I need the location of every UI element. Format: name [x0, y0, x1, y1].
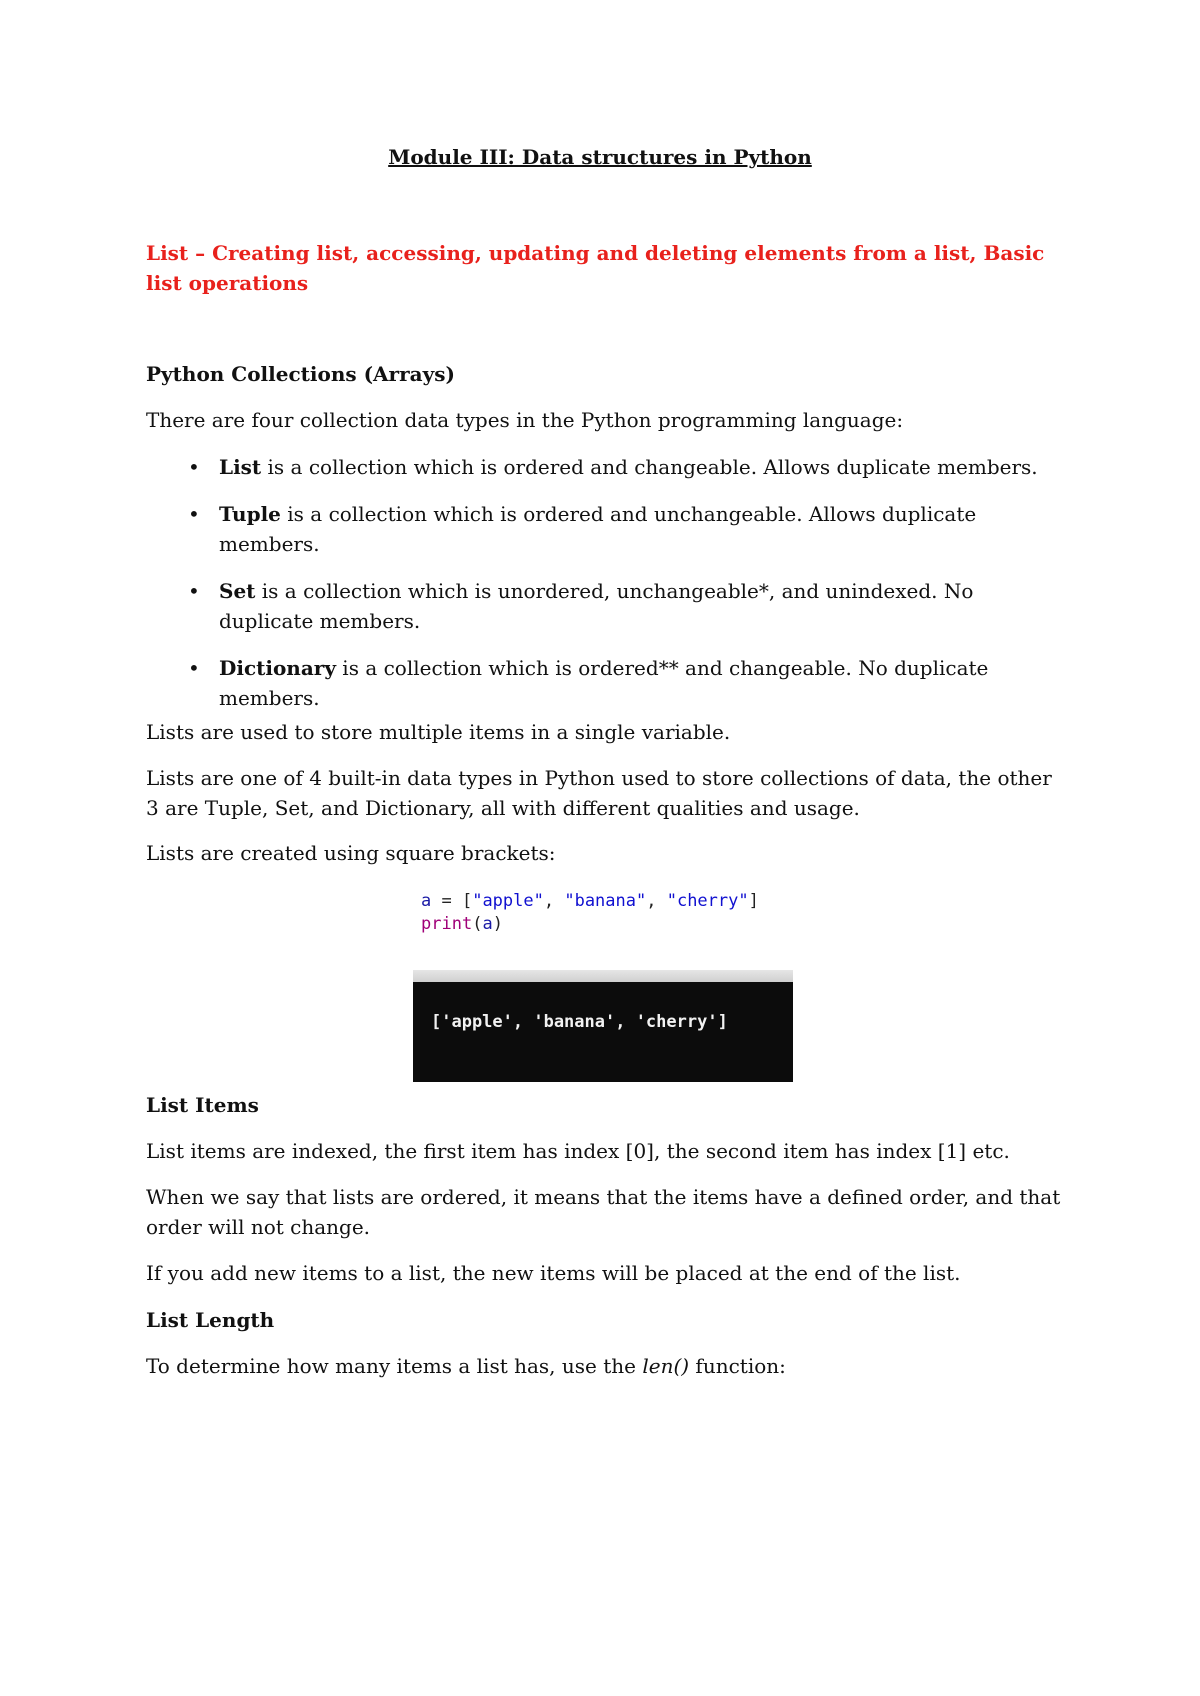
list-item	[146, 576, 1066, 636]
len-function: len()	[642, 1354, 690, 1378]
console-output-text: ['apple', 'banana', 'cherry']	[431, 1012, 728, 1032]
lists-paragraph-2: Lists are one of 4 built-in data types in Python used to store collections of data, the other 3 are Tuple, Set, and Dictionary, all with different qualities and usage.	[146, 766, 1052, 820]
bullet-icon: •	[188, 656, 200, 680]
bullet-icon: •	[188, 455, 200, 479]
list-length-paragraph: To determine how many items a list has, use the len() function:	[146, 1354, 786, 1378]
item-text: is a collection which is unordered, unchangeable*, and unindexed. No duplicate members.	[219, 579, 974, 633]
item-text: is a collection which is ordered** and changeable. No duplicate members.	[219, 656, 989, 710]
collections-heading: Python Collections (Arrays)	[146, 362, 455, 386]
item-name: Dictionary	[219, 656, 336, 680]
list-length-heading: List Length	[146, 1308, 275, 1332]
console-output	[413, 982, 793, 1082]
lists-paragraph-3: Lists are created using square brackets:	[146, 841, 556, 865]
list-items-paragraph-3: If you add new items to a list, the new items will be placed at the end of the list.	[146, 1261, 961, 1285]
list-items-heading: List Items	[146, 1093, 259, 1117]
list-items-paragraph-1: List items are indexed, the first item has index [0], the second item has index [1] etc.	[146, 1139, 1010, 1163]
bullet-icon: •	[188, 579, 200, 603]
item-name: Tuple	[219, 502, 281, 526]
item-name: List	[219, 455, 262, 479]
divider	[413, 970, 793, 982]
item-name: Set	[219, 579, 256, 603]
item-text: is a collection which is ordered and changeable. Allows duplicate members.	[261, 455, 1038, 479]
collections-intro: There are four collection data types in the Python programming language:	[146, 408, 904, 432]
collections-list	[146, 452, 1066, 730]
list-item	[146, 452, 1066, 482]
item-text: is a collection which is ordered and unchangeable. Allows duplicate members.	[219, 502, 977, 556]
lists-paragraph-1: Lists are used to store multiple items in a single variable.	[146, 720, 731, 744]
page-title: Module III: Data structures in Python	[388, 145, 812, 169]
bullet-icon: •	[188, 502, 200, 526]
code-snippet: a = ["apple", "banana", "cherry"] print(a)	[421, 891, 759, 934]
code-example-image	[413, 882, 793, 1082]
list-item	[146, 499, 1066, 559]
list-items-paragraph-2: When we say that lists are ordered, it means that the items have a defined order, and that order will not change.	[146, 1185, 1061, 1239]
list-item	[146, 653, 1066, 713]
topic-heading: List – Creating list, accessing, updating and deleting elements from a list, Basic list operations	[146, 241, 1045, 295]
